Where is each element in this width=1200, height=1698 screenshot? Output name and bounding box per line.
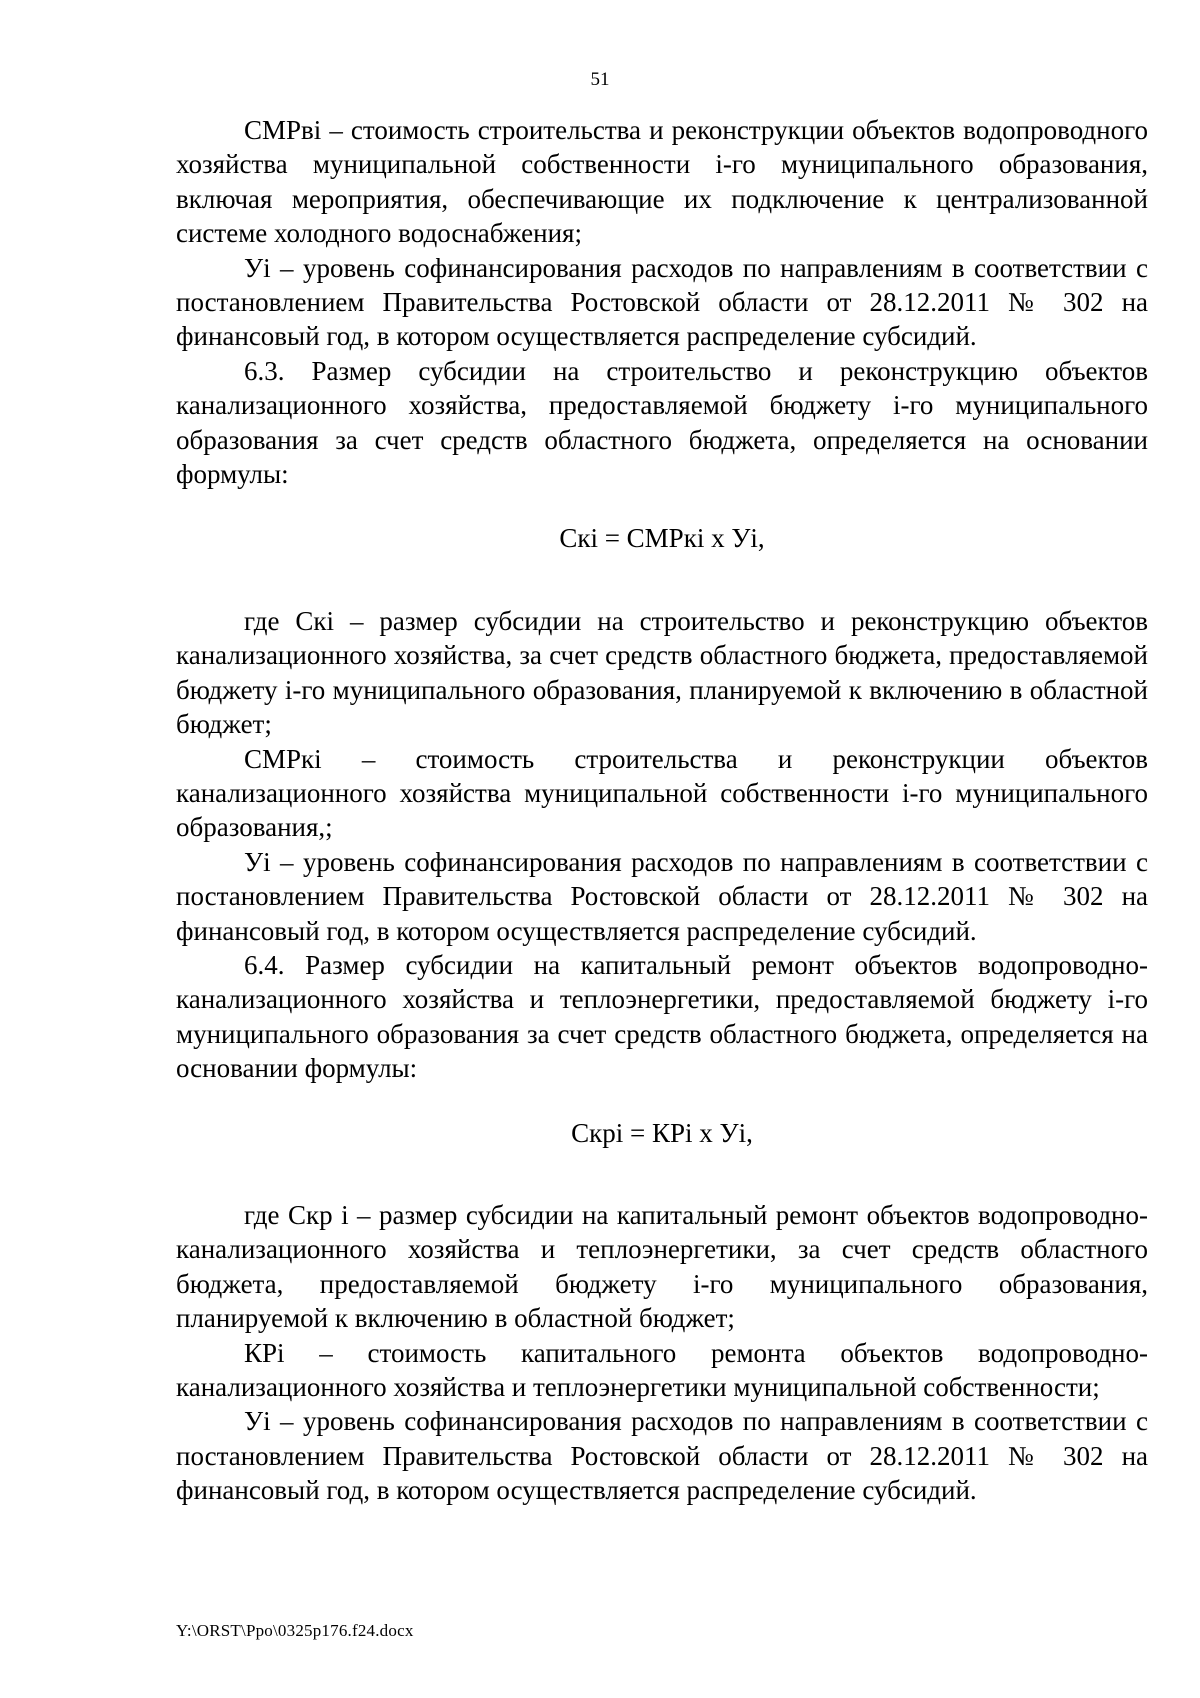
paragraph-6-3: 6.3. Размер субсидии на строительство и реконструкцию объектов канализационного хозяйства, предоставляемой бюджету i-го муниципального образования за счет средств областного бюджета, определяется на основании формулы: — [176, 355, 1148, 490]
paragraph-smrvi-definition: СМРвi – стоимость строительства и реконструкции объектов водопроводного хозяйства муниципальной собственности i-го муниципального образования, включая мероприятия, обеспечивающие их подключение к централизованной системе холодного водоснабжения; — [176, 115, 1148, 249]
paragraph-ui-definition: Уi – уровень софинансирования расходов по направлениям в соответствии с постановлением Правительства Ростовской области от 28.12.2011 № 302 на финансовый год, в котором осуществляется распределение субсидий. — [176, 252, 1148, 352]
footer-file-path: Y:\ORST\Ppo\0325p176.f24.docx — [176, 1621, 414, 1640]
page-number: 51 — [590, 69, 610, 90]
paragraph-ui-definition: Уi – уровень софинансирования расходов по направлениям в соответствии с постановлением Правительства Ростовской области от 28.12.2011 № 302 на финансовый год, в котором осуществляется распределение субсидий. — [176, 1406, 1148, 1506]
paragraph-kri-definition: КРi – стоимость капитального ремонта объектов водопроводно-канализационного хозяйства и теплоэнергетики муниципальной собственности; — [176, 1337, 1148, 1402]
paragraph-ski-definition: где Скi – размер субсидии на строительство и реконструкцию объектов канализационного хозяйства, за счет средств областного бюджета, предоставляемой бюджету i-го муниципального образования, планируемой к включению в областной бюджет; — [176, 605, 1148, 740]
formula-skri: Скрi = КРi х Уi, — [571, 1117, 753, 1148]
formula-ski: Скi = СМРкi х Уi, — [559, 523, 765, 554]
document-body — [176, 113, 1148, 1508]
paragraph-smrki-definition: СМРкi – стоимость строительства и реконструкции объектов канализационного хозяйства муниципальной собственности i-го муниципального образования,; — [176, 743, 1148, 843]
paragraph-6-4: 6.4. Размер субсидии на капитальный ремонт объектов водопроводно-канализационного хозяйства и теплоэнергетики, предоставляемой бюджету i-го муниципального образования за счет средств областного бюджета, определяется на основании формулы: — [176, 949, 1148, 1084]
paragraph-ui-definition: Уi – уровень софинансирования расходов по направлениям в соответствии с постановлением Правительства Ростовской области от 28.12.2011 № 302 на финансовый год, в котором осуществляется распределение субсидий. — [176, 846, 1148, 946]
paragraph-skri-definition: где Скр i – размер субсидии на капитальный ремонт объектов водопроводно-канализационного хозяйства и теплоэнергетики, за счет средств областного бюджета, предоставляемой бюджету i-го муниципального образования, планируемой к включению в областной бюджет; — [176, 1199, 1148, 1334]
